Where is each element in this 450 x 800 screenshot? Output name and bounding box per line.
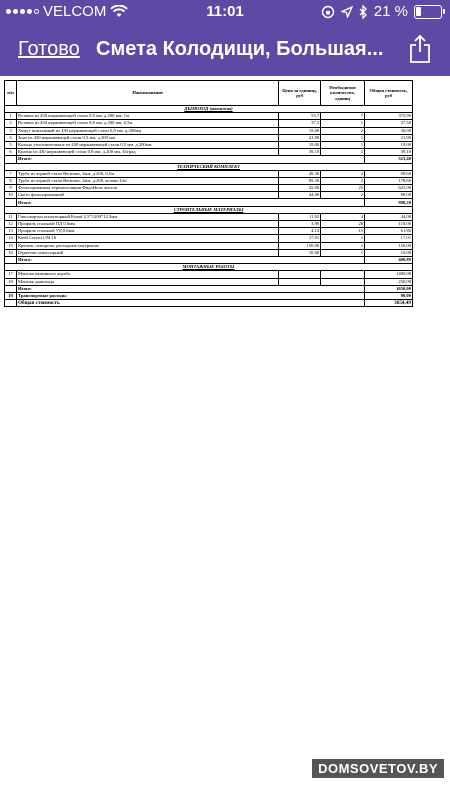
table-row <box>5 235 413 242</box>
row-total: 17,01 <box>365 235 413 242</box>
row-total: 98,60 <box>365 170 413 177</box>
row-total: 37,50 <box>365 120 413 127</box>
row-name: Труба из черной стали Bertrams, 2мм, д.200, колено Uni <box>16 177 278 184</box>
location-arrow-icon <box>341 6 353 18</box>
subtotal-blank <box>5 199 17 206</box>
navigation-bar <box>0 24 450 76</box>
row-qty: 2 <box>321 170 365 177</box>
row-total: 250,00 <box>365 278 413 285</box>
row-number: 5 <box>5 141 17 148</box>
row-qty: 1 <box>321 120 365 127</box>
table-row <box>5 221 413 228</box>
table-row <box>5 120 413 127</box>
document-viewer[interactable] <box>0 76 450 800</box>
grand-total-value: 3654,49 <box>365 300 413 307</box>
status-right <box>321 3 442 20</box>
row-number: 2 <box>5 120 17 127</box>
row-total: 39,10 <box>365 149 413 156</box>
table-row <box>5 113 413 120</box>
section-header-row <box>5 264 413 271</box>
row-price: 37,5 <box>279 120 321 127</box>
row-qty <box>321 278 365 285</box>
section-header-row <box>5 163 413 170</box>
subtotal-value: 400,89 <box>365 256 413 263</box>
row-total: 21,90 <box>365 134 413 141</box>
table-row <box>5 149 413 156</box>
row-price: 53,7 <box>279 113 321 120</box>
subtotal-value: 523,40 <box>365 156 413 163</box>
row-price: 17,01 <box>279 235 321 242</box>
watermark: DOMSOVETOV.BY <box>312 759 444 778</box>
row-qty: 2 <box>321 177 365 184</box>
row-number: 9 <box>5 185 17 192</box>
row-price: 3,90 <box>279 221 321 228</box>
row-total: 178,60 <box>365 177 413 184</box>
row-number: 16 <box>5 249 17 256</box>
subtotal-label: Итого: <box>16 256 364 263</box>
row-name: Крепеж, саморезы, расходные материалы <box>16 242 278 249</box>
table-row <box>5 185 413 192</box>
row-number: 14 <box>5 235 17 242</box>
row-qty: 1 <box>321 235 365 242</box>
table-row <box>5 192 413 199</box>
table-row <box>5 127 413 134</box>
row-qty: 25 <box>321 185 365 192</box>
row-qty: 26 <box>321 221 365 228</box>
row-total: 44,08 <box>365 213 413 220</box>
row-qty: 7 <box>321 113 365 120</box>
table-row <box>5 177 413 184</box>
subtotal-row <box>5 199 413 206</box>
header-qty: Необходимое количество, единиц <box>321 81 365 106</box>
row-name: Монтаж дымохода <box>16 278 278 285</box>
table-row <box>5 213 413 220</box>
subtotal-value: 990,20 <box>365 199 413 206</box>
row-total: 150,00 <box>365 242 413 249</box>
row-number: 12 <box>5 221 17 228</box>
row-price: 15,00 <box>279 127 321 134</box>
row-name: Вставка из 430 нержавеющей стали 0,8 мм, д.200 мм, 0,5м <box>16 120 278 127</box>
row-name: Кольцо уплотнительное из 430 нержавеющей стали 0,5 мм, д.200мм <box>16 141 278 148</box>
subtotal-row <box>5 156 413 163</box>
row-total: 61,80 <box>365 228 413 235</box>
screen-rotation-lock-icon <box>321 5 335 19</box>
subtotal-row <box>5 285 413 292</box>
row-number: 17 <box>5 271 17 278</box>
subtotal-row <box>5 256 413 263</box>
transport-value: 90,00 <box>365 292 413 299</box>
subtotal-value: 1650,00 <box>365 285 413 292</box>
row-name: Фольгированная термоизоляция ФидоНоль листов <box>16 185 278 192</box>
row-price: 21,90 <box>279 134 321 141</box>
section-title: ДЫМОХОД (вытяжка) <box>5 106 413 113</box>
header-num: п/п <box>5 81 17 106</box>
row-number: 15 <box>5 242 17 249</box>
row-qty: 2 <box>321 127 365 134</box>
row-number: 13 <box>5 228 17 235</box>
section-header-row <box>5 206 413 213</box>
row-number: 4 <box>5 134 17 141</box>
row-qty: 1 <box>321 249 365 256</box>
table-row <box>5 134 413 141</box>
grand-total-label: Общая стоимость <box>16 300 364 307</box>
row-total: 1400,00 <box>365 271 413 278</box>
row-name: Гипсокартон огнеупорный Knauf 2,5*1200*12,5мм <box>16 213 278 220</box>
grand-blank <box>5 300 17 307</box>
row-number: 10 <box>5 192 17 199</box>
row-total: 118,00 <box>365 221 413 228</box>
section-header-row <box>5 106 413 113</box>
row-price: 25,00 <box>279 185 321 192</box>
section-title: СТРОИТЕЛЬНЫЕ МАТЕРИАЛЫ <box>5 206 413 213</box>
row-number: 19 <box>5 292 17 299</box>
table-body <box>5 106 413 307</box>
status-bar <box>0 0 450 24</box>
header-name: Наименование <box>16 81 278 106</box>
row-price <box>279 271 321 278</box>
subtotal-blank <box>5 256 17 263</box>
transport-row <box>5 292 413 299</box>
row-price: 10,00 <box>279 249 321 256</box>
row-price: 150,00 <box>279 242 321 249</box>
row-name: Профиль стальной УД 0,6мм <box>16 228 278 235</box>
row-total: 625,00 <box>365 185 413 192</box>
carrier-name: VELCOM <box>43 3 107 20</box>
row-name: Труба из черной стали Bertrams, 2мм, д.200, 0,5м <box>16 170 278 177</box>
done-button[interactable]: Готово <box>18 38 80 60</box>
row-qty: 2 <box>321 192 365 199</box>
table-row <box>5 278 413 285</box>
battery-icon <box>414 5 442 19</box>
row-name: Монтаж каминного короба <box>16 271 278 278</box>
row-number: 7 <box>5 170 17 177</box>
header-price: Цена за единицу, руб <box>279 81 321 106</box>
table-row <box>5 228 413 235</box>
battery-percent: 21 % <box>373 3 408 20</box>
row-number: 11 <box>5 213 17 220</box>
row-number: 6 <box>5 149 17 156</box>
row-number: 3 <box>5 127 17 134</box>
estimate-table <box>4 80 413 307</box>
row-price <box>279 278 321 285</box>
transport-label: Транспортные расходы <box>16 292 364 299</box>
row-price: 39,10 <box>279 149 321 156</box>
row-price: 11,02 <box>279 213 321 220</box>
row-number: 8 <box>5 177 17 184</box>
row-total: 88,00 <box>365 192 413 199</box>
subtotal-label: Итого: <box>16 285 364 292</box>
table-header <box>5 81 413 106</box>
row-qty: 15 <box>321 228 365 235</box>
row-name: Зонт из 430 нержавеющей стали 0,5 мм, д.200 мм <box>16 134 278 141</box>
row-qty: 1 <box>321 141 365 148</box>
row-price: 19,00 <box>279 141 321 148</box>
row-total: 10,00 <box>365 249 413 256</box>
row-total: 30,00 <box>365 127 413 134</box>
row-number: 18 <box>5 278 17 285</box>
bluetooth-icon <box>359 5 368 19</box>
table-row <box>5 242 413 249</box>
table-row <box>5 271 413 278</box>
row-name: Хомут монтажный из 430 нержавеющей стали 0,8 мм, д.200мм <box>16 127 278 134</box>
row-qty: 4 <box>321 213 365 220</box>
subtotal-blank <box>5 285 17 292</box>
row-qty <box>321 271 365 278</box>
row-name: Вставка из 430 нержавеющей стали 0,8 мм, д.200 мм, 1м <box>16 113 278 120</box>
row-price: 4,12 <box>279 228 321 235</box>
row-qty: 1 <box>321 149 365 156</box>
row-name: Клей Ceresit CM 16 <box>16 235 278 242</box>
table-row <box>5 249 413 256</box>
row-name: Герметик огнеупорный <box>16 249 278 256</box>
row-qty: 1 <box>321 134 365 141</box>
row-total: 375,90 <box>365 113 413 120</box>
document-title: Смета Колодищи, Большая... <box>96 38 384 60</box>
row-name: Колено из 430 нержавеющей стали 0,8 мм, д.200 мм, 45град. <box>16 149 278 156</box>
row-price: 89,30 <box>279 177 321 184</box>
clock: 11:01 <box>206 3 244 20</box>
row-name: Профиль стальной ПД 0,6мм <box>16 221 278 228</box>
battery-level-fill <box>416 7 421 16</box>
table-row <box>5 141 413 148</box>
section-title: ТЕХНИЧЕСКИЙ КОМПЛЕКТ <box>5 163 413 170</box>
row-price: 44,00 <box>279 192 321 199</box>
section-title: МОНТАЖНЫЕ РАБОТЫ <box>5 264 413 271</box>
row-qty: 1 <box>321 242 365 249</box>
row-number: 1 <box>5 113 17 120</box>
row-name: Скотч фольгированный <box>16 192 278 199</box>
grand-total-row <box>5 300 413 307</box>
subtotal-blank <box>5 156 17 163</box>
row-total: 19,00 <box>365 141 413 148</box>
subtotal-label: Итого: <box>16 199 364 206</box>
subtotal-label: Итого: <box>16 156 364 163</box>
header-total: Общая стоимость, руб <box>365 81 413 106</box>
table-row <box>5 170 413 177</box>
share-icon[interactable] <box>408 34 432 64</box>
row-price: 49,30 <box>279 170 321 177</box>
